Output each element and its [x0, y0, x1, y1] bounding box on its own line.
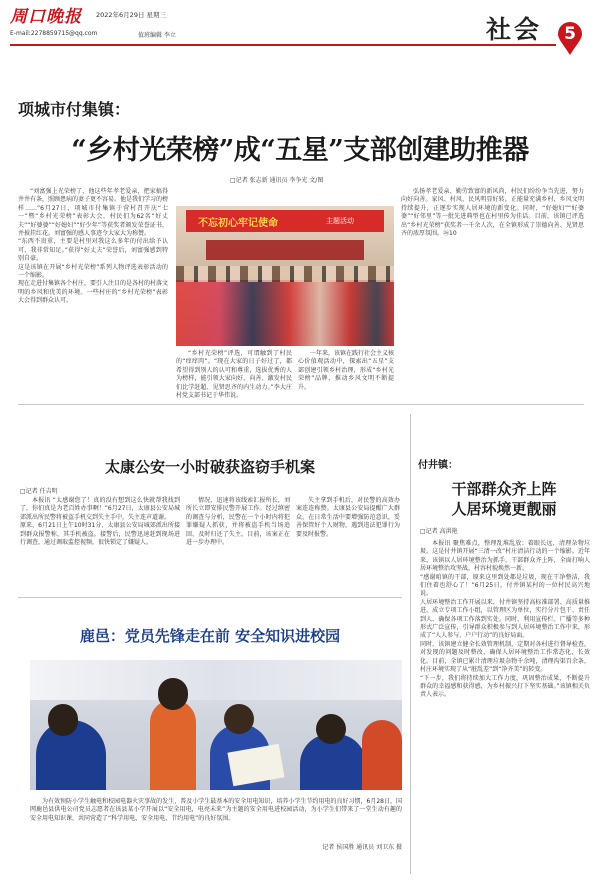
taikang-col3-text: 失主拿到手机后，对民警的高效办案连连称赞。太康县公安局提醒广大群众，在日常生活中要增强防范意识，妥善保管好个人财物，遇到违法犯罪行为要及时报警。	[296, 497, 400, 538]
luyi-photo	[30, 660, 402, 790]
taikang-col2-text: 情况，迅速将该线索汇报所长，刘所长立即安排民警开展工作。经过缜密的调查与分析，民警在一个小时内将犯罪嫌疑人抓获，并将被盗手机当场追回，及时归还了失主。目前，该案正在进一步办理中。	[186, 497, 290, 547]
section-title: 社会	[486, 15, 543, 44]
lead-byline: □记者 张志新 通讯员 李争光 文/图	[230, 177, 324, 184]
lead-photo	[176, 206, 394, 346]
fujing-body	[420, 540, 590, 874]
lead-column-2	[176, 350, 292, 400]
fujing-kicker: 付井镇：	[418, 460, 458, 471]
lead-headline: “乡村光荣榜”成“五星”支部创建助推器	[71, 135, 529, 166]
taikang-column-2	[186, 497, 290, 585]
lead-col2-text: “乡村光荣榜”评选，可谓触到了村民的“痒痒肉”。“现在大家的日子好过了，都希望得到别人的认可和尊重，选拔优秀的人为榜样，能引领大家向好、向善、激发村民们比学赶超、见贤思齐的内生动力。”李大庄村党支部书记于华伟说。	[176, 350, 292, 400]
lead-column-1	[18, 188, 168, 344]
lead-column-4	[401, 188, 584, 394]
luyi-caption	[30, 798, 402, 834]
lead-column-3	[298, 350, 394, 392]
fujing-headline-line-1: 干部群众齐上阵	[451, 480, 557, 498]
taikang-column-3	[296, 497, 400, 585]
lead-kicker: 项城市付集镇：	[18, 100, 131, 119]
fujing-byline: □记者 高洪艳	[420, 528, 458, 535]
page-number: 5	[564, 24, 576, 44]
contact-email: E-mail:2278859715@qq.com	[10, 30, 98, 37]
lead-col3-text: 一年来，该镇在践行社会主义核心价值观活动中，探索出“五星”支部创建引领乡村治理，形成“乡村光荣榜”品牌，推动乡风文明不断提升。	[298, 350, 395, 391]
taikang-col1-text: 本报讯 “太感谢您了！真的没有想到这么快就帮我找到了，你们真是为老百姓办事啊！”6月27日，太康县公安局城郊派出所民警将被盗手机交到失主手中，失主连声道谢。 原来，6月21日上午10时31分，太康县公安局城郊派出所接到群众报警称，其手机被盗。接警后，民警迅速赶到现场进行调查，通过调取监控视频，很快锁定了嫌疑人。	[20, 497, 180, 547]
newspaper-logo: 周口晚报	[10, 7, 82, 27]
fujing-headline-line-2: 人居环境更靓丽	[451, 500, 557, 518]
issue-date: 2022年6月29日 星期三	[96, 11, 167, 19]
lead-col1-text: “刘富强上光荣榜了，他这些年孝老爱亲，把家搞得井井有条，照顾患病的妻子更不容易。他是我们学习的榜样……”6月27日，项城市付集镇于营村召开庆“七一”暨“乡村光荣榜”表彰大会，村民们为62名“好丈夫”“好婆婆”“好媳妇”“好少年”等获奖者颁发荣誉证书，并披挂红花。刘富强的感人事迹令大家大为称赞。 “东西不贵重，主要是村里对我这么多年的付出给予认可，我非常知足。”获得“好丈夫”荣誉后，刘富强感到特别自豪。 这是该镇在开展“乡村光荣榜”系列人物评选表彰活动的一个缩影。 现在走进付集镇各个村庄，要引人注目的是各村的村落文明的乡风和优美的环境。一些村庄的“乡村光荣榜”表彰大会得到群众认可。	[18, 188, 169, 305]
taikang-column-1	[20, 497, 180, 585]
photo-banner-subtext: 主题活动	[326, 217, 354, 225]
masthead	[0, 0, 600, 64]
taikang-byline: □记者 任吉明	[20, 488, 58, 495]
photo-banner-text: 不忘初心牢记使命	[198, 218, 278, 229]
page-number-badge	[557, 22, 583, 56]
duty-editor: 值班编辑 李立	[138, 32, 176, 39]
luyi-caption-text: 为有效预防小学生触电和校园电器火灾事故的发生，普及小学生最基本的安全用电知识，培养小学生节约用电的良好习惯，6月28日，国网鹿邑县供电公司党员志愿者在该县某小学开展以“安全用电，电亮未来”为主题的安全用电进校园活动，为小学生们带来了一堂生动有趣的安全用电知识课，共同营造了“科学用电、安全用电、节约用电”的良好氛围。	[30, 798, 402, 822]
taikang-headline: 太康公安一小时破获盗窃手机案	[104, 458, 315, 476]
fujing-body-text: 本报讯 聚焦难点，整理乱堆乱放；着眼长远，清理杂物垃圾。这是付井镇开展“三清一改”村庄清洁行动的一个缩影。近年来，该镇以人居环境整治为抓手，干部群众齐上阵，全面打响人居环境整治攻坚战，村容村貌焕然一新。 “感谢咱镇的干部，原来这里到处都是垃圾，现在干净整洁，我们住着也舒心了！”6月25日，付井镇某村的一位村民高兴地说。 人居环境整治工作开展以来，付井镇坚持高标准部署、高质量推进，成立专项工作小组，以管理区为单位，实行分片包干、责任到人，确保各项工作落到实处。同时，利用宣传栏、广播等多种形式广泛宣传，引导群众积极参与到人居环境整治工作中来，形成了“人人参与、户户行动”的良好局面。 同时，该镇建立健全长效管理机制，定期对各村进行督导检查，对发现的问题及时整改，确保人居环境整治工作常态化、长效化。目前，全镇已累计清理垃圾杂物千余吨，清理沟渠百余条，村庄环境实现了从“脏乱差”到“净齐美”的转变。 “下一步，我们将持续加大工作力度，巩固整治成果，不断提升群众的幸福感和获得感，为乡村振兴打下坚实基础。”该镇相关负责人表示。	[420, 540, 590, 699]
luyi-headline: 鹿邑：党员先锋走在前 安全知识进校园	[79, 627, 341, 645]
lead-col4-text: 弘扬孝老爱亲、勤劳致富的新风尚，村民们纷纷争当先进，努力向好向善。家风、村风、民风明显好转。正能量充满乡村，乡风文明持续提升，正逐步实现人居环境的新变化。同时，“好媳妇”“好婆婆”“好邻里”等一批先进典型也在村里传为佳话。目前，该镇已评选出“乡村光荣榜”获奖者一千余人次，在全镇形成了崇德向善、见贤思齐的浓厚氛围。㉖10	[401, 188, 584, 238]
luyi-photo-credit: 记者 侯国胜 通讯员 刘卫东 摄	[322, 844, 402, 851]
